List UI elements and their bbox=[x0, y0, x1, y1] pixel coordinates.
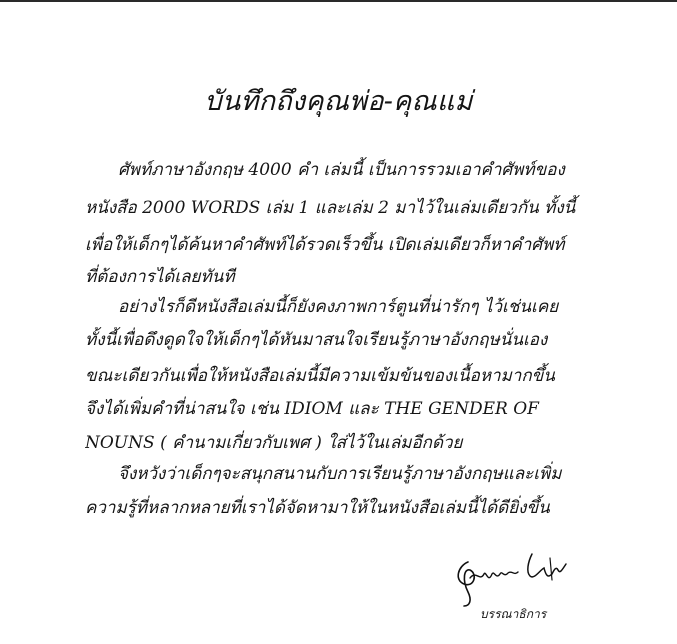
body-line: ที่ต้องการได้เลยทันที bbox=[85, 267, 235, 287]
page-title: บันทึกถึงคุณพ่อ-คุณแม่ bbox=[204, 86, 473, 117]
body-line: อย่างไรก็ดีหนังสือเล่มนี้ก็ยังคงภาพการ์ตูนที่น่ารักๆ ไว้เช่นเคย bbox=[118, 297, 559, 317]
body-line: จึงได้เพิ่มคำที่น่าสนใจ เช่น IDIOM และ THE GENDER OF bbox=[85, 399, 539, 419]
body-line: ทั้งนี้เพื่อดึงดูดใจให้เด็กๆได้หันมาสนใจเรียนรู้ภาษาอังกฤษนั่นเอง bbox=[85, 330, 548, 350]
signature-image bbox=[440, 540, 580, 610]
body-line: NOUNS ( คำนามเกี่ยวกับเพศ ) ใส่ไว้ในเล่มอีกด้วย bbox=[85, 433, 463, 453]
body-line: หนังสือ 2000 WORDS เล่ม 1 และเล่ม 2 มาไว้ในเล่มเดียวกัน ทั้งนี้ bbox=[85, 198, 576, 218]
body-line: ศัพท์ภาษาอังกฤษ 4000 คำ เล่มนี้ เป็นการรวมเอาคำศัพท์ของ bbox=[118, 160, 565, 180]
body-line: จึงหวังว่าเด็กๆจะสนุกสนานกับการเรียนรู้ภาษาอังกฤษและเพิ่ม bbox=[118, 464, 562, 484]
signer-title: บรรณาธิการ bbox=[480, 607, 547, 621]
body-line: ความรู้ที่หลากหลายที่เราได้จัดหามาให้ในหนังสือเล่มนี้ได้ดียิ่งขึ้น bbox=[85, 498, 550, 518]
body-line: เพื่อให้เด็กๆได้ค้นหาคำศัพท์ได้รวดเร็วขึ้น เปิดเล่มเดียวก็หาคำศัพท์ bbox=[85, 235, 565, 255]
body-line: ขณะเดียวกันเพื่อให้หนังสือเล่มนี้มีความเข้มข้นของเนื้อหามากขึ้น bbox=[85, 366, 555, 386]
top-rule bbox=[0, 0, 677, 2]
